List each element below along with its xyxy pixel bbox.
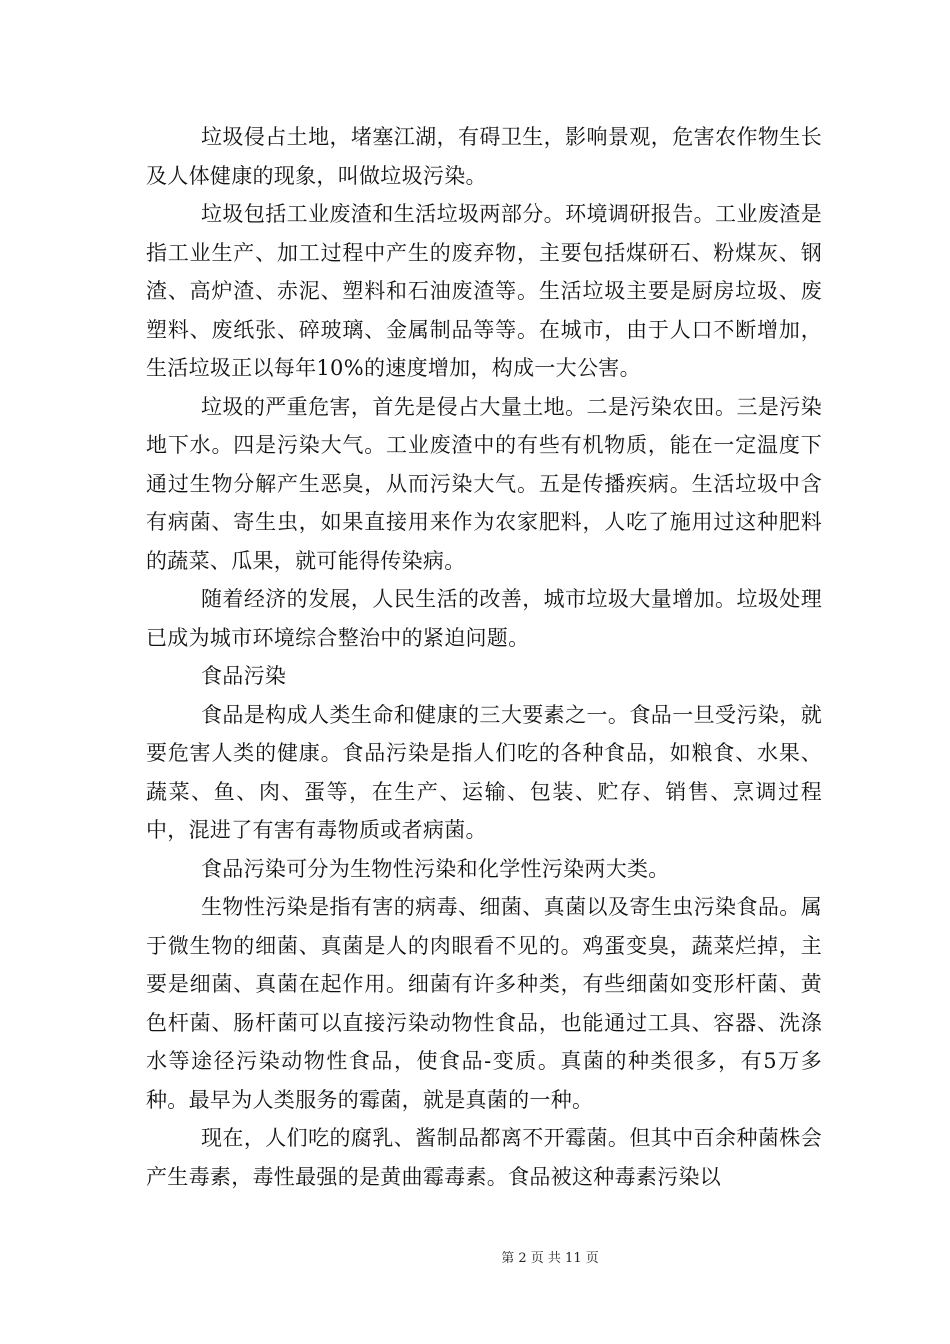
paragraph-garbage-hazards: 垃圾的严重危害，首先是侵占大量土地。二是污染农田。三是污染地下水。四是污染大气。工业废渣中的有些有机物质，能在一定温度下通过生物分解产生恶臭，从而污染大气。五是传播疾病。生活垃圾中含有病菌、寄生虫，如果直接用来作为农家肥料，人吃了施用过这种肥料的蔬菜、瓜果，就可能得传染病。 — [146, 394, 822, 573]
paragraph-garbage-definition: 垃圾侵占土地，堵塞江湖，有碍卫生，影响景观，危害农作物生长及人体健康的现象，叫做垃圾污染。 — [146, 125, 822, 188]
document-body — [146, 118, 822, 1196]
paragraph-food-categories: 食品污染可分为生物性污染和化学性污染两大类。 — [201, 856, 670, 881]
paragraph-garbage-types: 垃圾包括工业废渣和生活垃圾两部分。环境调研报告。工业废渣是指工业生产、加工过程中产生的废弃物，主要包括煤研石、粉煤灰、钢渣、高炉渣、赤泥、塑料和石油废渣等。生活垃圾主要是厨房垃圾、废塑料、废纸张、碎玻璃、金属制品等等。在城市，由于人口不断增加，生活垃圾正以每年10%的速度增加，构成一大公害。 — [146, 202, 822, 380]
page-number: 第 2 页 共 11 页 — [501, 1251, 599, 1266]
paragraph-mold-toxins: 现在，人们吃的腐乳、酱制品都离不开霉菌。但其中百余种菌株会产生毒素，毒性最强的是黄曲霉毒素。食品被这种毒素污染以 — [146, 1126, 822, 1189]
section-heading-food-pollution: 食品污染 — [201, 664, 287, 688]
paragraph-garbage-processing: 随着经济的发展，人民生活的改善，城市垃圾大量增加。垃圾处理已成为城市环境综合整治中的紧迫问题。 — [146, 587, 822, 650]
paragraph-biological-pollution: 生物性污染是指有害的病毒、细菌、真菌以及寄生虫污染食品。属于微生物的细菌、真菌是人的肉眼看不见的。鸡蛋变臭，蔬菜烂掉，主要是细菌、真菌在起作用。细菌有许多种类，有些细菌如变形杆菌、黄色杆菌、肠杆菌可以直接污染动物性食品，也能通过工具、容器、洗涤水等途径污染动物性食品，使食品-变质。真菌的种类很多，有5万多种。最早为人类服务的霉菌，就是真菌的一种。 — [146, 895, 822, 1112]
paragraph-food-definition: 食品是构成人类生命和健康的三大要素之一。食品一旦受污染，就要危害人类的健康。食品污染是指人们吃的各种食品，如粮食、水果、蔬菜、鱼、肉、蛋等，在生产、运输、包装、贮存、销售、烹调过程中，混进了有害有毒物质或者病菌。 — [146, 702, 822, 842]
page-footer — [0, 1247, 950, 1266]
